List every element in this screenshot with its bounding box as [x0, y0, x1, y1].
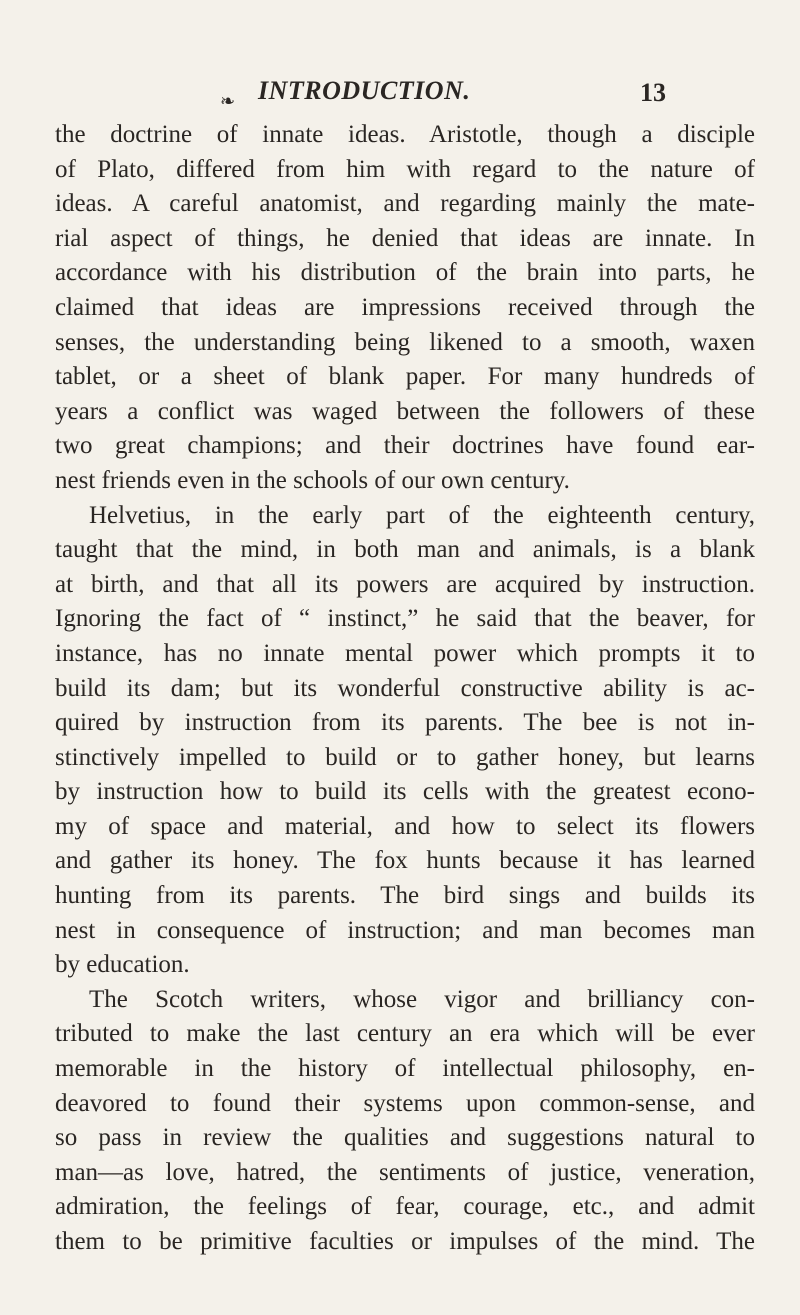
text-line: years a conflict was waged between the followers of these: [55, 397, 755, 425]
text-line: rial aspect of things, he denied that ideas are innate. In: [55, 224, 755, 252]
text-line: stinctively impelled to build or to gather honey, but learns: [55, 743, 755, 771]
text-line: The Scotch writers, whose vigor and brilliancy con-: [89, 985, 755, 1013]
text-line: nest friends even in the schools of our own century.: [55, 466, 570, 494]
text-line: so pass in review the qualities and suggestions natural to: [55, 1124, 755, 1152]
text-line: build its dam; but its wonderful constructive ability is ac-: [55, 674, 755, 702]
text-line: tributed to make the last century an era which will be ever: [55, 1020, 755, 1048]
text-line: two great champions; and their doctrines have found ear-: [55, 432, 755, 460]
text-line: man—as love, hatred, the sentiments of justice, veneration,: [55, 1158, 755, 1186]
text-line: memorable in the history of intellectual philosophy, en-: [55, 1055, 755, 1083]
text-line: admiration, the feelings of fear, courage, etc., and admit: [55, 1193, 755, 1221]
text-line: senses, the understanding being likened to a smooth, waxen: [55, 328, 755, 356]
text-line: of Plato, differed from him with regard to the nature of: [55, 155, 755, 183]
text-line: Helvetius, in the early part of the eighteenth century,: [89, 501, 755, 529]
text-line: and gather its honey. The fox hunts because it has learned: [55, 847, 755, 875]
text-line: quired by instruction from its parents. The bee is not in-: [55, 709, 755, 737]
text-line: my of space and material, and how to select its flowers: [55, 812, 755, 840]
body-text: [55, 118, 755, 1260]
text-line: accordance with his distribution of the brain into parts, he: [55, 259, 755, 287]
text-line: by education.: [55, 951, 190, 979]
text-line: claimed that ideas are impressions received through the: [55, 293, 755, 321]
text-line: tablet, or a sheet of blank paper. For many hundreds of: [55, 363, 755, 391]
text-line: hunting from its parents. The bird sings and builds its: [55, 882, 755, 910]
text-line: Ignoring the fact of “ instinct,” he said that the beaver, for: [55, 605, 755, 633]
page-number: 13: [640, 78, 666, 107]
text-line: instance, has no innate mental power which prompts it to: [55, 639, 755, 667]
page-header: [0, 70, 800, 114]
running-head: INTRODUCTION.: [258, 76, 471, 105]
text-line: taught that the mind, in both man and animals, is a blank: [55, 536, 755, 564]
text-line: nest in consequence of instruction; and man becomes man: [55, 916, 755, 944]
text-line: deavored to found their systems upon common-sense, and: [55, 1089, 755, 1117]
text-line: at birth, and that all its powers are acquired by instruction.: [55, 570, 755, 598]
text-line: ideas. A careful anatomist, and regarding mainly the mate-: [55, 190, 755, 218]
header-ornament: ❧: [220, 91, 236, 111]
text-line: by instruction how to build its cells with the greatest econo-: [55, 778, 755, 806]
text-line: them to be primitive faculties or impulses of the mind. The: [55, 1228, 755, 1255]
text-line: the doctrine of innate ideas. Aristotle, though a disciple: [55, 121, 755, 148]
